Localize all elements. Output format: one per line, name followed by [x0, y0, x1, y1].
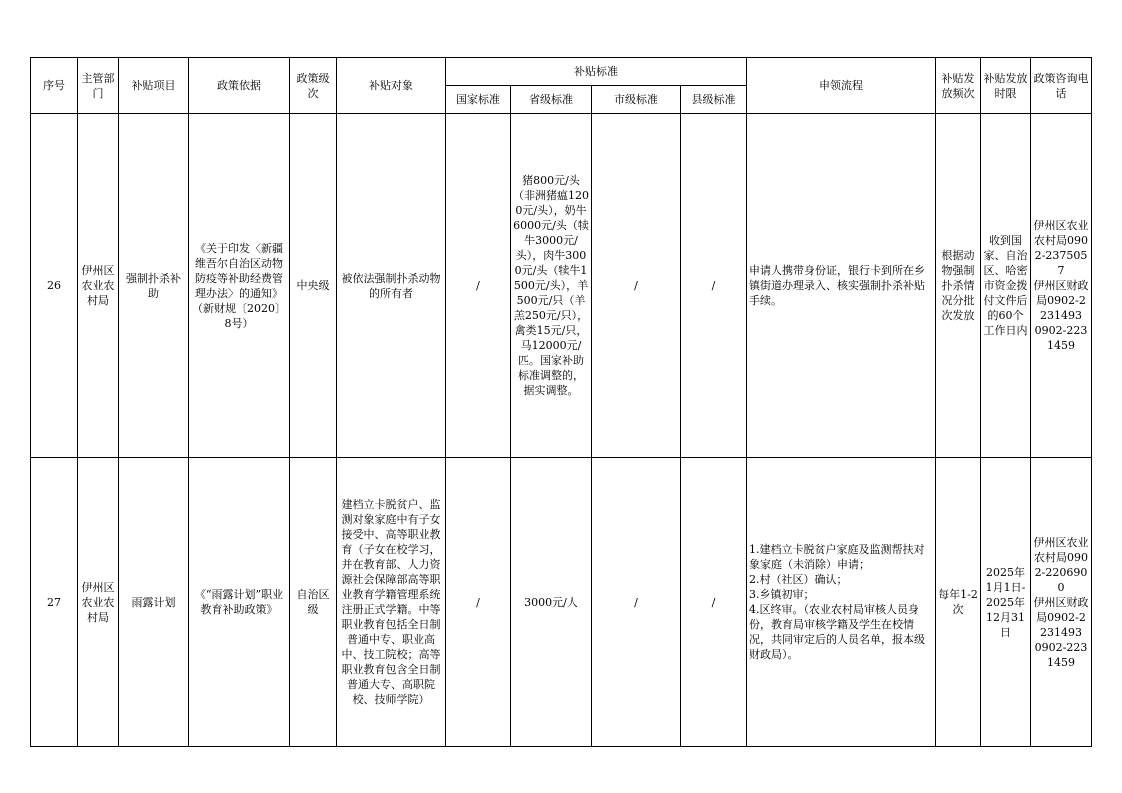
row-county: /	[681, 458, 747, 747]
table-header	[31, 58, 1092, 114]
row-target: 建档立卡脱贫户、监测对象家庭中有子女接受中、高等职业教育（子女在校学习，并在教育部、人力资源社会保障部高等职业教育学籍管理系统注册正式学籍。中等职业教育包括全日制普通中专、职业高中、技工院校；高等职业教育包含全日制普通大专、高职院校、技师学院）	[337, 458, 446, 747]
row-no: 26	[31, 114, 78, 458]
header-frequency: 补贴发放频次	[936, 58, 981, 114]
header-standard: 补贴标准	[446, 58, 747, 86]
row-dept: 伊州区农业农村局	[78, 458, 119, 747]
row-deadline: 收到国家、自治区、哈密市资金拨付文件后的60个工作日内	[981, 114, 1031, 458]
row-project: 雨露计划	[119, 458, 189, 747]
header-basis: 政策依据	[189, 58, 290, 114]
row-project: 强制扑杀补助	[119, 114, 189, 458]
row-city: /	[592, 114, 681, 458]
row-phone: 伊州区农业农村局0902-2375057 伊州区财政局0902-2231493 0902-2231459	[1031, 114, 1092, 458]
header-level: 政策级次	[290, 58, 337, 114]
header-no: 序号	[31, 58, 78, 114]
row-level: 中央级	[290, 114, 337, 458]
row-deadline: 2025年1月1日-2025年12月31日	[981, 458, 1031, 747]
header-provincial: 省级标准	[511, 86, 592, 114]
row-basis: 《关于印发〈新疆维吾尔自治区动物防疫等补助经费管理办法〉的通知》（新财规〔2020〕8号）	[189, 114, 290, 458]
row-provincial: 猪800元/头（非洲猪瘟1200元/头），奶牛6000元/头（犊牛3000元/头），肉牛3000元/头（犊牛1500元/头），羊500元/只（羊羔250元/只），禽类15元/只，马12000元/匹。国家补助标准调整的，据实调整。	[511, 114, 592, 458]
row-basis: 《“雨露计划”职业教育补助政策》	[189, 458, 290, 747]
header-phone: 政策咨询电话	[1031, 58, 1092, 114]
header-dept: 主管部门	[78, 58, 119, 114]
row-target: 被依法强制扑杀动物的所有者	[337, 114, 446, 458]
subsidy-policy-table	[30, 57, 1092, 747]
row-frequency: 根据动物强制扑杀情况分批次发放	[936, 114, 981, 458]
row-national: /	[446, 114, 511, 458]
table-row	[31, 114, 1092, 458]
row-city: /	[592, 458, 681, 747]
row-county: /	[681, 114, 747, 458]
header-county: 县级标准	[681, 86, 747, 114]
row-phone: 伊州区农业农村局0902-2206900 伊州区财政局0902-2231493 0902-2231459	[1031, 458, 1092, 747]
row-national: /	[446, 458, 511, 747]
row-dept: 伊州区农业农村局	[78, 114, 119, 458]
row-frequency: 每年1-2次	[936, 458, 981, 747]
row-provincial: 3000元/人	[511, 458, 592, 747]
header-deadline: 补贴发放时限	[981, 58, 1031, 114]
header-national: 国家标准	[446, 86, 511, 114]
header-city: 市级标准	[592, 86, 681, 114]
header-process: 申领流程	[747, 58, 936, 114]
table-row	[31, 458, 1092, 747]
row-no: 27	[31, 458, 78, 747]
header-project: 补贴项目	[119, 58, 189, 114]
row-level: 自治区级	[290, 458, 337, 747]
row-process: 申请人携带身份证，银行卡到所在乡镇街道办理录入、核实强制扑杀补贴手续。	[747, 114, 936, 458]
header-target: 补贴对象	[337, 58, 446, 114]
row-process: 1.建档立卡脱贫户家庭及监测帮扶对象家庭（未消除）申请； 2.村（社区）确认； 3.乡镇初审； 4.区终审。（农业农村局审核人员身份，教育局审核学籍及学生在校情况，共同审定后的人员名单，报本级财政局）。	[747, 458, 936, 747]
